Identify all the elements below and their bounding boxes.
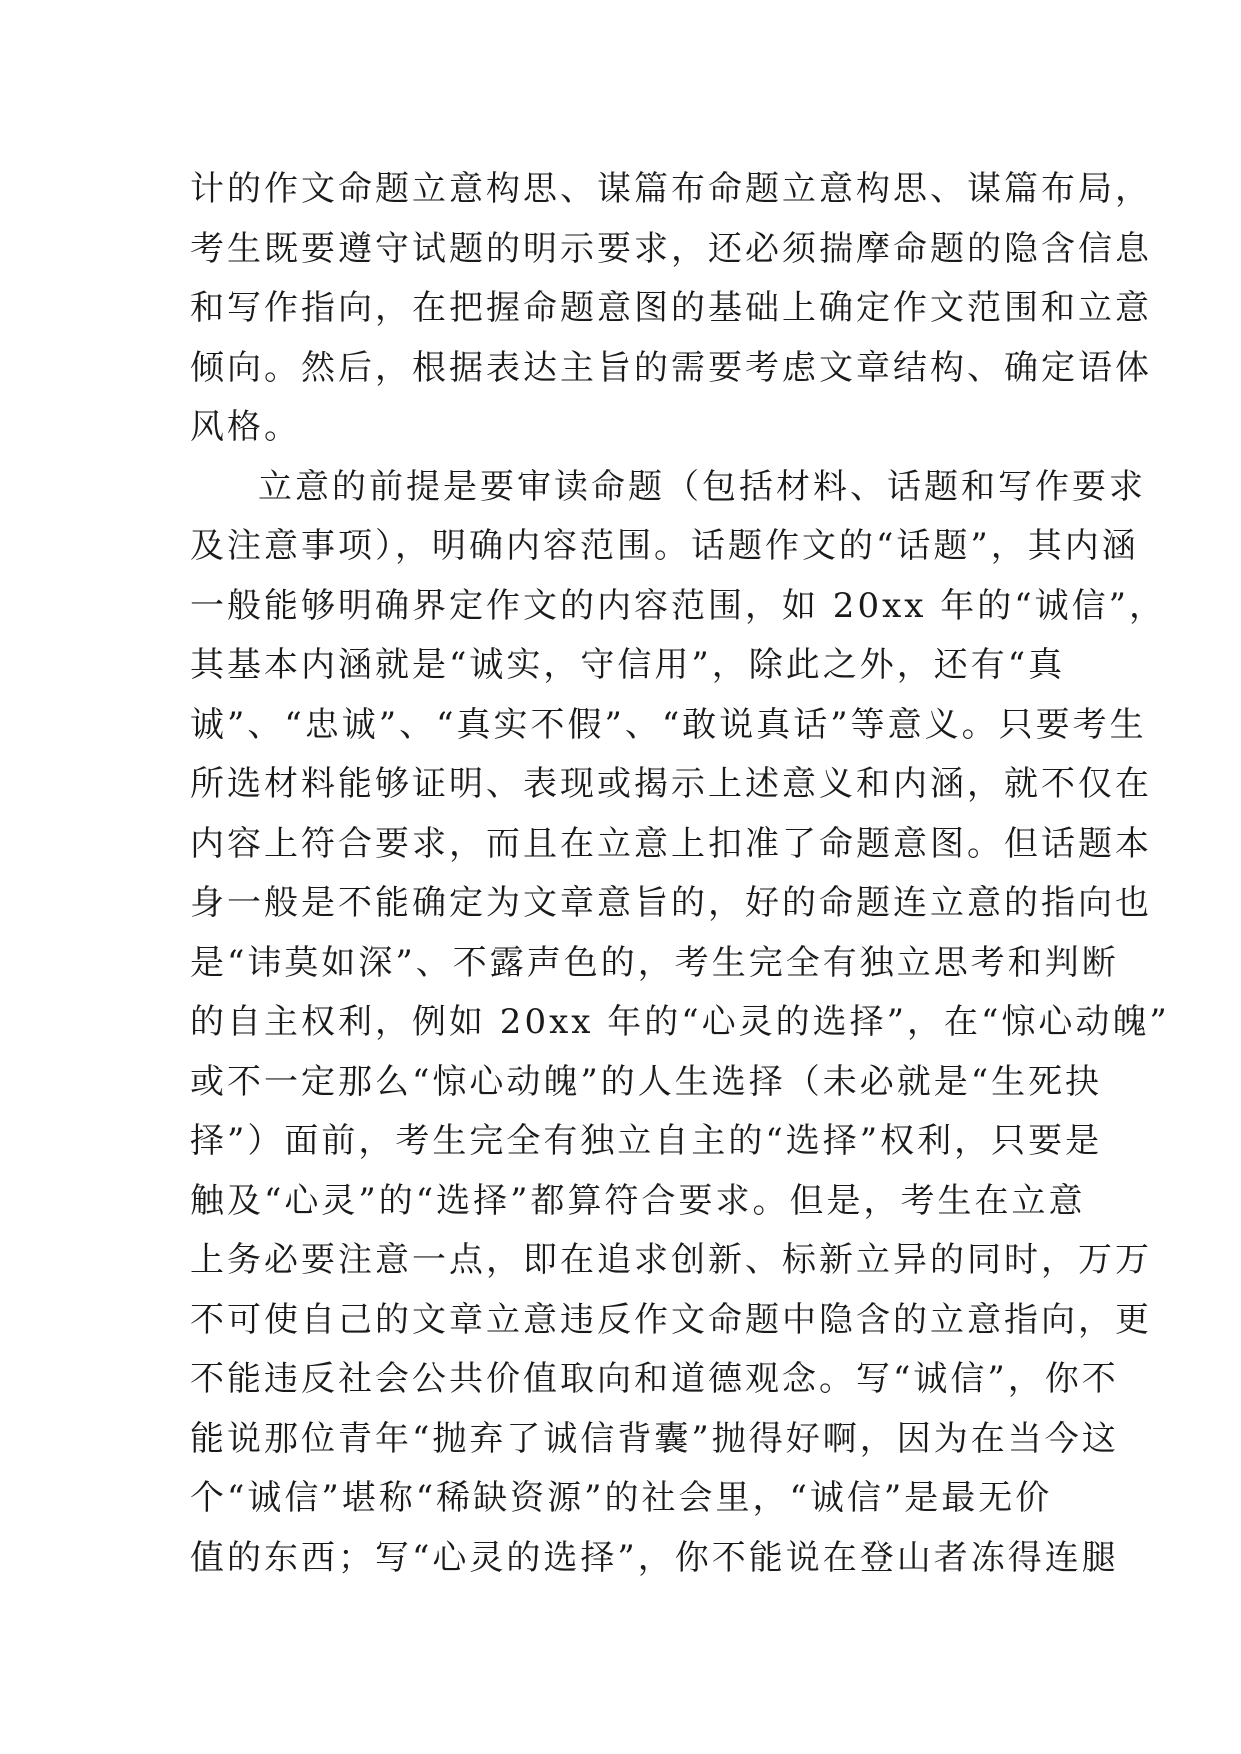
text-line: 择”）面前，考生完全有独立自主的“选择”权利，只要是	[190, 1121, 1103, 1161]
text-line: 计的作文命题立意构思、谋篇布命题立意构思、谋篇布局，	[190, 169, 1152, 209]
text-line: 倾向。然后，根据表达主旨的需要考虑文章结构、确定语体	[190, 347, 1152, 388]
text-line: 其基本内涵就是“诚实，守信用”，除此之外，还有“真	[190, 645, 1066, 685]
text-line: 上务必要注意一点，即在追求创新、标新立异的同时，万万	[190, 1240, 1152, 1280]
text-line: 和写作指向，在把握命题意图的基础上确定作文范围和立意	[190, 288, 1152, 328]
text-line: 所选材料能够证明、表现或揭示上述意义和内涵，就不仅在	[190, 764, 1152, 804]
text-line: 触及“心灵”的“选择”都算符合要求。但是，考生在立意	[190, 1180, 1086, 1221]
text-line: 内容上符合要求，而且在立意上扣准了命题意图。但话题本	[190, 823, 1152, 864]
body-text	[190, 160, 1170, 1588]
text-line: 或不一定那么“惊心动魄”的人生选择（未必就是“生死抉	[190, 1061, 1103, 1102]
text-line: 值的东西；写“心灵的选择”，你不能说在登山者冻得连腿	[190, 1537, 1119, 1578]
text-line: 诚”、“忠诚”、“真实不假”、“敢说真话”等意义。只要考生	[190, 704, 1147, 745]
text-line: 是“讳莫如深”、不露声色的，考生完全有独立思考和判断	[190, 942, 1119, 983]
text-line: 考生既要遵守试题的明示要求，还必须揣摩命题的隐含信息	[190, 228, 1152, 269]
paragraph-first-line: 立意的前提是要审读命题（包括材料、话题和写作要求	[258, 466, 1146, 507]
text-line: 一般能够明确界定作文的内容范围，如 20xx 年的“诚信”，	[190, 585, 1166, 626]
text-line: 不能违反社会公共价值取向和道德观念。写“诚信”，你不	[190, 1359, 1119, 1399]
text-line: 的自主权利，例如 20xx 年的“心灵的选择”，在“惊心动魄”	[190, 1002, 1170, 1042]
text-line: 个“诚信”堪称“稀缺资源”的社会里，“诚信”是最无价	[190, 1478, 1053, 1518]
text-line: 及注意事项），明确内容范围。话题作文的“话题”，其内涵	[190, 526, 1139, 566]
text-line: 能说那位青年“抛弃了诚信背囊”抛得好啊，因为在当今这	[190, 1418, 1119, 1459]
text-line: 风格。	[190, 407, 301, 447]
text-line: 不可使自己的文章立意违反作文命题中隐含的立意指向，更	[190, 1299, 1152, 1340]
text-line: 身一般是不能确定为文章意旨的，好的命题连立意的指向也	[190, 883, 1152, 923]
